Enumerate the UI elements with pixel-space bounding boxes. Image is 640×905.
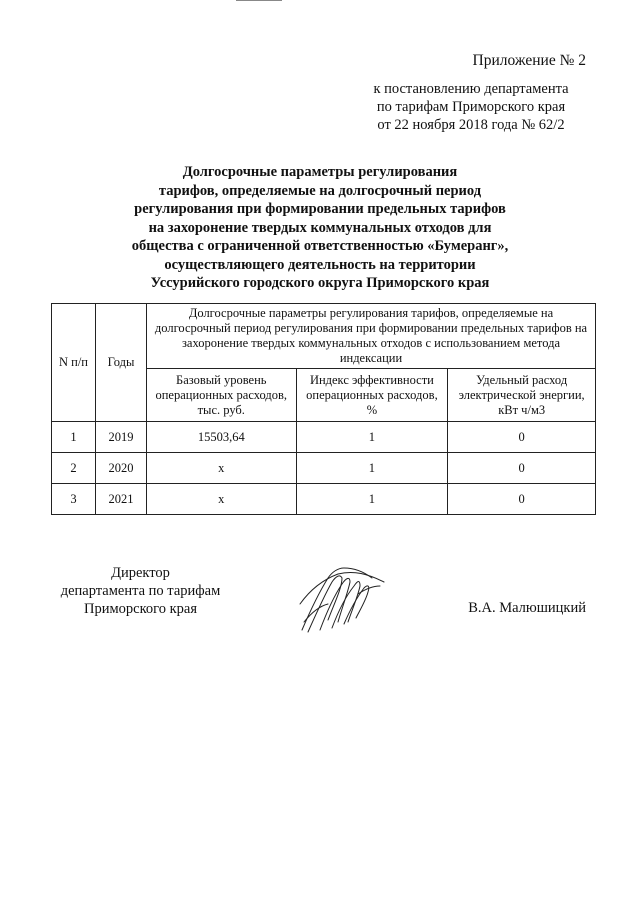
title-line: на захоронение твердых коммунальных отходов для [148, 219, 492, 236]
title-line: осуществляющего деятельность на территории [164, 256, 476, 273]
appendix-label: Приложение № 2 [472, 52, 586, 69]
signatory-position [48, 564, 233, 618]
decree-reference [360, 80, 582, 134]
signatory-name: В.А. Малюшицкий [468, 600, 586, 616]
cell-year: 2019 [96, 422, 147, 453]
title-line: Долгосрочные параметры регулирования [182, 164, 458, 180]
title-line: общества с ограниченной ответственностью «Бумеранг», [131, 238, 509, 254]
document-title [90, 163, 550, 293]
cell-year: 2021 [96, 484, 147, 515]
cell-number: 3 [52, 484, 96, 515]
parameters-table [51, 303, 596, 515]
cell-energy-consumption: 0 [448, 453, 596, 484]
scan-edge-mark [236, 0, 282, 1]
header-energy-consumption: Удельный расход электрической энергии, кВт ч/м3 [448, 369, 596, 422]
header-efficiency-index: Индекс эффективности операционных расходов, % [296, 369, 448, 422]
position-line: департамента по тарифам [60, 583, 221, 599]
header-base-level: Базовый уровень операционных расходов, тыс. руб. [147, 369, 297, 422]
table-row [52, 422, 596, 453]
cell-energy-consumption: 0 [448, 484, 596, 515]
cell-efficiency-index: 1 [296, 453, 448, 484]
cell-efficiency-index: 1 [296, 484, 448, 515]
cell-base-level: 15503,64 [147, 422, 297, 453]
cell-energy-consumption: 0 [448, 422, 596, 453]
title-line: тарифов, определяемые на долгосрочный период [158, 182, 482, 199]
decree-line: от 22 ноября 2018 года № 62/2 [377, 117, 565, 133]
cell-base-level: х [147, 453, 297, 484]
header-number: N п/п [52, 304, 96, 422]
title-line: регулирования при формировании предельных тарифов [134, 201, 506, 217]
title-line: Уссурийского городского округа Приморского края [150, 275, 490, 291]
decree-line: к постановлению департамента [373, 81, 569, 97]
decree-line: по тарифам Приморского края [376, 99, 566, 115]
cell-base-level: х [147, 484, 297, 515]
position-line: Приморского края [83, 601, 197, 617]
handwritten-signature [298, 564, 388, 634]
cell-number: 1 [52, 422, 96, 453]
cell-number: 2 [52, 453, 96, 484]
header-year: Годы [96, 304, 147, 422]
table-row [52, 453, 596, 484]
header-group: Долгосрочные параметры регулирования тарифов, определяемые на долгосрочный период регулирования при формировании предельных тарифов на захоронение твердых коммунальных отходов с использованием метода индексации [147, 304, 596, 369]
cell-efficiency-index: 1 [296, 422, 448, 453]
position-line: Директор [111, 565, 170, 581]
table-row [52, 484, 596, 515]
cell-year: 2020 [96, 453, 147, 484]
